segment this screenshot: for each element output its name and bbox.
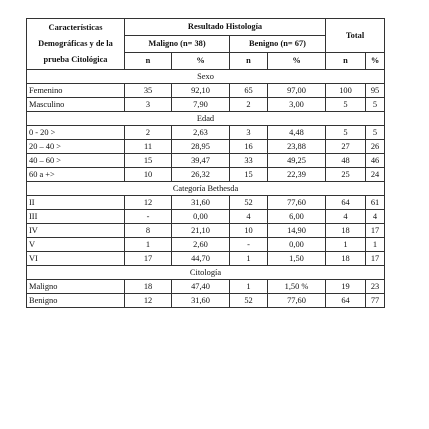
total-header: Total [326, 19, 385, 53]
value-cell: 10 [125, 168, 172, 182]
table-row [27, 84, 385, 98]
table-row [27, 238, 385, 252]
malignant-pct-header: % [172, 53, 230, 70]
row-label-cell: 40 – 60 > [27, 154, 125, 168]
value-cell: 3 [125, 98, 172, 112]
value-cell: - [230, 238, 268, 252]
row-label-cell: Femenino [27, 84, 125, 98]
value-cell: 10 [230, 224, 268, 238]
value-cell: 31,60 [172, 196, 230, 210]
value-cell: 47,40 [172, 280, 230, 294]
value-cell: 1 [230, 252, 268, 266]
value-cell: 15 [230, 168, 268, 182]
value-cell: 39,47 [172, 154, 230, 168]
value-cell: 61 [366, 196, 385, 210]
row-label-cell: 20 – 40 > [27, 140, 125, 154]
value-cell: 8 [125, 224, 172, 238]
benign-pct-header: % [268, 53, 326, 70]
value-cell: 14,90 [268, 224, 326, 238]
table-row [27, 168, 385, 182]
table-row [27, 140, 385, 154]
total-pct-header: % [366, 53, 385, 70]
value-cell: 31,60 [172, 294, 230, 308]
total-n-header: n [326, 53, 366, 70]
table-body [27, 70, 385, 308]
value-cell: 5 [326, 126, 366, 140]
value-cell: 12 [125, 294, 172, 308]
row-label-cell: V [27, 238, 125, 252]
value-cell: 4,48 [268, 126, 326, 140]
benign-header: Benigno (n= 67) [230, 36, 326, 53]
row-label-cell: 0 - 20 > [27, 126, 125, 140]
value-cell: 1 [326, 238, 366, 252]
value-cell: 65 [230, 84, 268, 98]
value-cell: 52 [230, 294, 268, 308]
row-label-cell: III [27, 210, 125, 224]
value-cell: 1 [125, 238, 172, 252]
row-label-cell: II [27, 196, 125, 210]
value-cell: 4 [230, 210, 268, 224]
value-cell: 2,60 [172, 238, 230, 252]
value-cell: 6,00 [268, 210, 326, 224]
value-cell: 24 [366, 168, 385, 182]
value-cell: 18 [125, 280, 172, 294]
value-cell: - [125, 210, 172, 224]
value-cell: 17 [366, 252, 385, 266]
table-row [27, 224, 385, 238]
section-header-row [27, 112, 385, 126]
value-cell: 27 [326, 140, 366, 154]
value-cell: 3,00 [268, 98, 326, 112]
value-cell: 7,90 [172, 98, 230, 112]
value-cell: 17 [366, 224, 385, 238]
section-header-row [27, 70, 385, 84]
table-row [27, 252, 385, 266]
value-cell: 3 [230, 126, 268, 140]
value-cell: 1 [366, 238, 385, 252]
value-cell: 2 [230, 98, 268, 112]
value-cell: 64 [326, 196, 366, 210]
histology-header: Resultado Histología [125, 19, 326, 36]
value-cell: 33 [230, 154, 268, 168]
value-cell: 52 [230, 196, 268, 210]
row-label-cell: Maligno [27, 280, 125, 294]
malignant-n-header: n [125, 53, 172, 70]
value-cell: 23,88 [268, 140, 326, 154]
value-cell: 18 [326, 252, 366, 266]
value-cell: 15 [125, 154, 172, 168]
value-cell: 64 [326, 294, 366, 308]
value-cell: 26 [366, 140, 385, 154]
value-cell: 5 [326, 98, 366, 112]
section-title: Edad [27, 112, 385, 126]
benign-n-header: n [230, 53, 268, 70]
value-cell: 12 [125, 196, 172, 210]
table-row [27, 98, 385, 112]
value-cell: 77 [366, 294, 385, 308]
value-cell: 1,50 % [268, 280, 326, 294]
value-cell: 77,60 [268, 196, 326, 210]
table-row [27, 280, 385, 294]
value-cell: 2 [125, 126, 172, 140]
value-cell: 21,10 [172, 224, 230, 238]
value-cell: 19 [326, 280, 366, 294]
table-header [27, 19, 385, 70]
value-cell: 46 [366, 154, 385, 168]
value-cell: 5 [366, 98, 385, 112]
table-row [27, 210, 385, 224]
row-label-cell: Masculino [27, 98, 125, 112]
data-table [26, 18, 385, 308]
value-cell: 16 [230, 140, 268, 154]
value-cell: 92,10 [172, 84, 230, 98]
section-title: Categoría Bethesda [27, 182, 385, 196]
row-label-cell: IV [27, 224, 125, 238]
value-cell: 4 [326, 210, 366, 224]
value-cell: 77,60 [268, 294, 326, 308]
value-cell: 0,00 [268, 238, 326, 252]
section-title: Sexo [27, 70, 385, 84]
table-row [27, 126, 385, 140]
value-cell: 95 [366, 84, 385, 98]
value-cell: 26,32 [172, 168, 230, 182]
value-cell: 100 [326, 84, 366, 98]
row-label-cell: VI [27, 252, 125, 266]
value-cell: 5 [366, 126, 385, 140]
value-cell: 18 [326, 224, 366, 238]
malignant-header: Maligno (n= 38) [125, 36, 230, 53]
value-cell: 1,50 [268, 252, 326, 266]
table-row [27, 154, 385, 168]
value-cell: 97,00 [268, 84, 326, 98]
value-cell: 1 [230, 280, 268, 294]
value-cell: 44,70 [172, 252, 230, 266]
value-cell: 23 [366, 280, 385, 294]
value-cell: 17 [125, 252, 172, 266]
value-cell: 28,95 [172, 140, 230, 154]
characteristics-header: Características Demográficas y de la prueba Citológica [27, 19, 125, 70]
value-cell: 49,25 [268, 154, 326, 168]
value-cell: 35 [125, 84, 172, 98]
value-cell: 25 [326, 168, 366, 182]
value-cell: 11 [125, 140, 172, 154]
value-cell: 0,00 [172, 210, 230, 224]
value-cell: 22,39 [268, 168, 326, 182]
table-row [27, 196, 385, 210]
table-container [26, 18, 385, 308]
value-cell: 48 [326, 154, 366, 168]
section-title: Citología [27, 266, 385, 280]
table-row [27, 294, 385, 308]
row-label-cell: Benigno [27, 294, 125, 308]
value-cell: 2,63 [172, 126, 230, 140]
value-cell: 4 [366, 210, 385, 224]
section-header-row [27, 266, 385, 280]
section-header-row [27, 182, 385, 196]
row-label-cell: 60 a +> [27, 168, 125, 182]
